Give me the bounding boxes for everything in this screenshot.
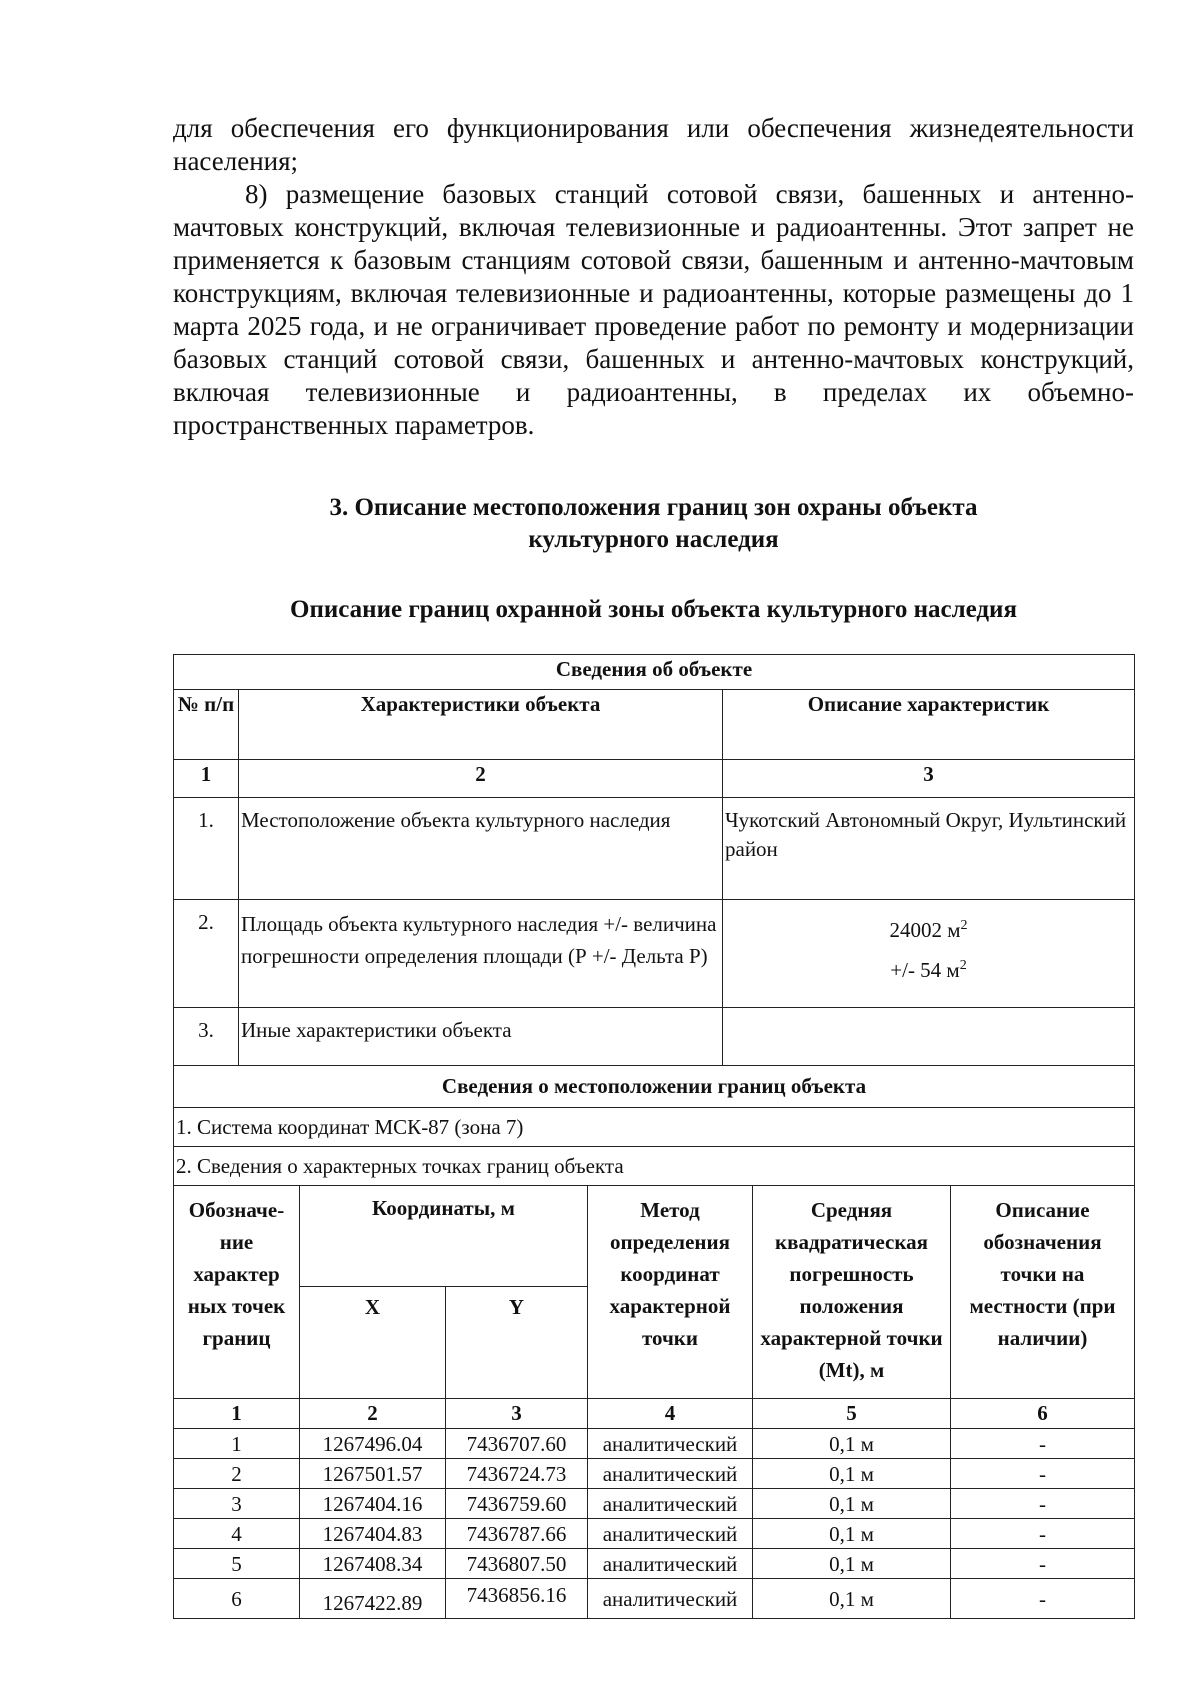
area-value: 24002 м [889, 918, 961, 942]
area-error-unit-superscript: 2 [959, 958, 967, 973]
coordinate-system: 1. Система координат МСК-87 (зона 7) [174, 1108, 1135, 1147]
row-characteristic: Местоположение объекта культурного наследия [239, 798, 723, 900]
col-header-error: Средняя квадратическая погрешность положения характерной точки (Mt), м [753, 1186, 951, 1399]
point-desc: - [951, 1549, 1135, 1579]
point-x: 1267501.57 [300, 1459, 446, 1489]
table-row [174, 1579, 1135, 1619]
point-y: 7436807.50 [446, 1549, 588, 1579]
col-header-x: X [300, 1287, 446, 1399]
point-method: аналитический [588, 1579, 753, 1619]
col-number-6: 6 [951, 1399, 1135, 1429]
section-3-title: 3. Описание местоположения границ зон охраны объекта культурного наследия [329, 494, 978, 553]
point-x: 1267404.16 [300, 1489, 446, 1519]
point-id: 4 [174, 1519, 300, 1549]
object-info-header: Сведения об объекте [174, 655, 1135, 690]
point-y: 7436759.60 [446, 1489, 588, 1519]
point-mt: 0,1 м [753, 1519, 951, 1549]
point-mt: 0,1 м [753, 1429, 951, 1459]
table-row [174, 1459, 1135, 1489]
point-id: 3 [174, 1489, 300, 1519]
point-mt: 0,1 м [753, 1549, 951, 1579]
row-value [723, 1008, 1135, 1066]
table-row [174, 1008, 1135, 1066]
table-row [174, 900, 1135, 1008]
col-number-5: 5 [753, 1399, 951, 1429]
point-x: 1267404.83 [300, 1519, 446, 1549]
point-mt: 0,1 м [753, 1459, 951, 1489]
point-desc: - [951, 1459, 1135, 1489]
col-header-description: Описание характеристик [723, 690, 1135, 760]
col-header-coordinates: Координаты, м [300, 1186, 588, 1287]
point-id: 1 [174, 1429, 300, 1459]
area-unit-superscript: 2 [960, 918, 968, 933]
col-number-2: 2 [239, 760, 723, 798]
point-x: 1267422.89 [300, 1579, 446, 1619]
point-id: 6 [174, 1579, 300, 1619]
col-number-1: 1 [174, 1399, 300, 1429]
row-number: 3. [174, 1008, 239, 1066]
point-desc: - [951, 1429, 1135, 1459]
point-y: 7436707.60 [446, 1429, 588, 1459]
point-mt: 0,1 м [753, 1489, 951, 1519]
section-subtitle: Описание границ охранной зоны объекта культурного наследия [290, 596, 1017, 623]
table-row [174, 1519, 1135, 1549]
col-header-method: Метод определения координат характерной точки [588, 1186, 753, 1399]
row-number: 1. [174, 798, 239, 900]
point-y: 7436856.16 [446, 1579, 588, 1619]
point-method: аналитический [588, 1459, 753, 1489]
row-number: 2. [174, 900, 239, 1008]
point-mt: 0,1 м [753, 1579, 951, 1619]
row-value [723, 900, 1135, 1008]
point-id: 2 [174, 1459, 300, 1489]
boundary-header: Сведения о местоположении границ объекта [174, 1066, 1135, 1108]
point-method: аналитический [588, 1519, 753, 1549]
point-method: аналитический [588, 1489, 753, 1519]
point-x: 1267408.34 [300, 1549, 446, 1579]
document-page [173, 112, 1134, 1619]
table-row [174, 1489, 1135, 1519]
col-number-2: 2 [300, 1399, 446, 1429]
points-title: 2. Сведения о характерных точках границ объекта [174, 1147, 1135, 1186]
point-method: аналитический [588, 1429, 753, 1459]
point-y: 7436787.66 [446, 1519, 588, 1549]
point-y: 7436724.73 [446, 1459, 588, 1489]
point-method: аналитический [588, 1549, 753, 1579]
point-desc: - [951, 1519, 1135, 1549]
col-header-y: Y [446, 1287, 588, 1399]
area-error-value: +/- 54 м [890, 958, 960, 982]
point-desc: - [951, 1579, 1135, 1619]
table-row [174, 798, 1135, 900]
col-number-3: 3 [723, 760, 1135, 798]
row-characteristic: Иные характеристики объекта [239, 1008, 723, 1066]
row-characteristic: Площадь объекта культурного наследия +/- величина погрешности определения площади (Р +/- Дельта Р) [239, 900, 723, 1008]
table-row [174, 1429, 1135, 1459]
point-x: 1267496.04 [300, 1429, 446, 1459]
boundary-points-table [173, 1065, 1135, 1619]
col-header-characteristics: Характеристики объекта [239, 690, 723, 760]
col-number-3: 3 [446, 1399, 588, 1429]
col-header-point: Обозначе-ние характер ных точек границ [174, 1186, 300, 1399]
item-8-paragraph: 8) размещение базовых станций сотовой связи, башенных и антенно-мачтовых конструкций, включая телевизионные и радиоантенны. Этот запрет не применяется к базовым станциям сотовой связи, башенным и антенно-мачтовым конструкциям, включая телевизионные и радиоантенны, которые размещены до 1 марта 2025 года, и не ограничивает проведение работ по ремонту и модернизации базовых станций сотовой связи, башенных и антенно-мачтовых конструкций, включая телевизионные и радиоантенны, в пределах их объемно-пространственных параметров. [173, 179, 1134, 440]
intro-paragraph: для обеспечения его функционирования или обеспечения жизнедеятельности населения; [173, 113, 1134, 176]
point-desc: - [951, 1489, 1135, 1519]
col-number-1: 1 [174, 760, 239, 798]
point-id: 5 [174, 1549, 300, 1579]
object-info-table [173, 654, 1135, 1066]
col-header-number: № п/п [174, 690, 239, 760]
col-header-description: Описание обозначения точки на местности (при наличии) [951, 1186, 1135, 1399]
col-number-4: 4 [588, 1399, 753, 1429]
table-row [174, 1549, 1135, 1579]
row-value: Чукотский Автономный Округ, Иультинский район [723, 798, 1135, 900]
